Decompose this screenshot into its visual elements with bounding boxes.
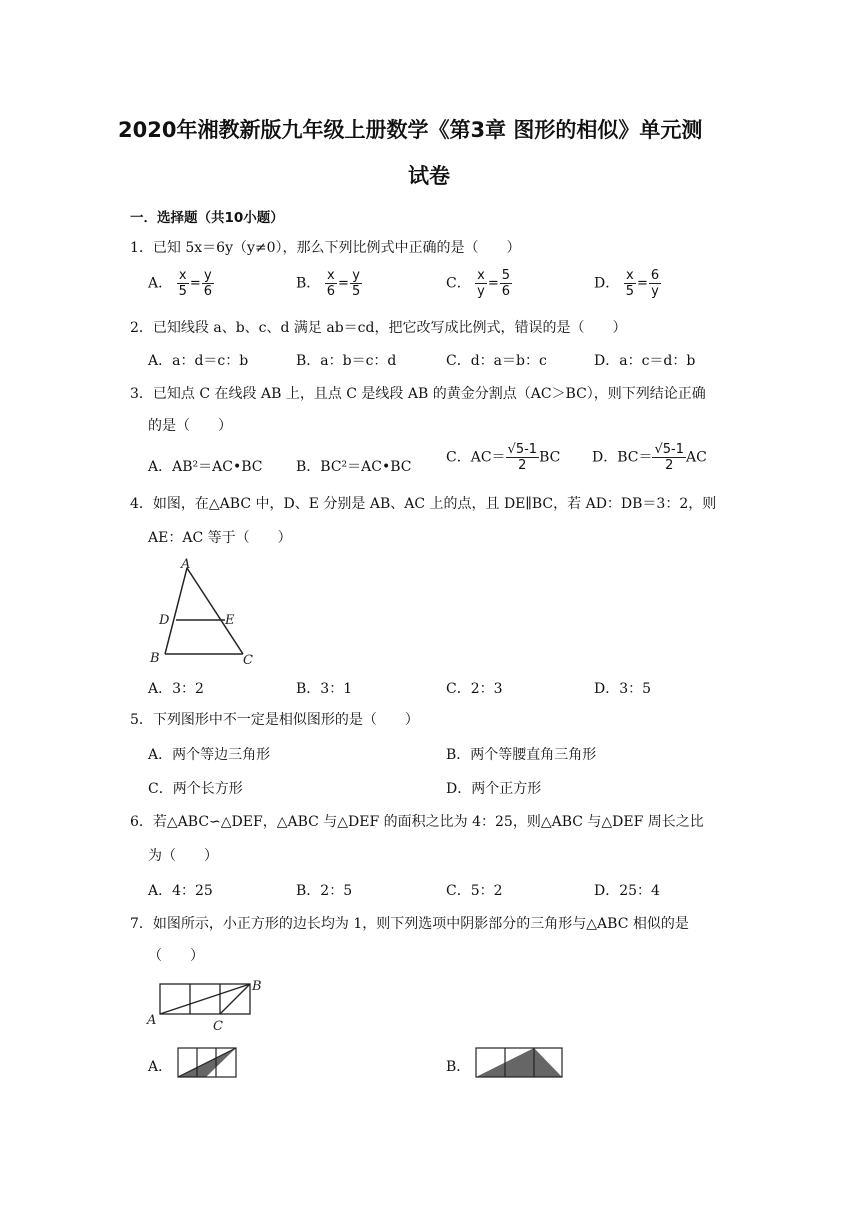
- option-label: A．: [148, 275, 173, 292]
- question-3-option-d: [592, 442, 707, 473]
- numerator: x: [477, 268, 485, 283]
- question-6-option-b: B．2：5: [296, 883, 353, 899]
- fraction: [500, 268, 512, 299]
- equals-sign: =: [636, 276, 648, 291]
- denominator: 2: [518, 458, 527, 473]
- question-1-option-d: [594, 268, 661, 299]
- option-suffix: BC: [539, 449, 561, 466]
- question-2-text: 2．已知线段 a、b、c、d 满足 ab＝cd，把它改写成比例式，错误的是（ ）: [130, 320, 627, 336]
- question-2-option-b: B．a：b＝c：d: [296, 353, 397, 369]
- question-6-text-line1: 6．若△ABC∽△DEF，△ABC 与△DEF 的面积之比为 4：25，则△ABC 与△DEF 周长之比: [130, 814, 704, 830]
- golden-ratio-fraction: [506, 442, 540, 473]
- document-title-line2: 试卷: [408, 164, 450, 188]
- question-5-option-d: D．两个正方形: [446, 781, 542, 797]
- numerator: x: [177, 268, 189, 284]
- question-7-option-a-figure: [176, 1046, 238, 1080]
- question-6-option-d: D．25：4: [594, 883, 660, 899]
- question-1-option-c: [446, 268, 512, 299]
- denominator: y: [477, 284, 485, 299]
- label-e: E: [225, 613, 235, 628]
- numerator: x: [325, 268, 337, 284]
- question-6-text-line2: 为（ ）: [148, 848, 218, 864]
- label-d: D: [159, 613, 170, 628]
- label-b: B: [252, 979, 262, 994]
- question-7-option-a-label: A．: [148, 1059, 173, 1075]
- option-label: B．: [296, 275, 321, 292]
- question-4-option-a: A．3：2: [148, 681, 204, 697]
- numerator: x: [624, 268, 636, 284]
- golden-ratio-fraction: [652, 442, 686, 473]
- side-ab: [160, 984, 250, 1014]
- numerator: √5-1: [654, 442, 685, 457]
- numerator: 6: [650, 268, 660, 283]
- grid-triangle-figure: [145, 976, 275, 1034]
- fraction: [624, 268, 636, 299]
- fraction: [325, 268, 337, 299]
- label-a: A: [181, 557, 191, 572]
- fraction: [475, 268, 487, 299]
- question-5-text: 5．下列图形中不一定是相似图形的是（ ）: [130, 712, 419, 728]
- question-3-option-b: B．BC²＝AC•BC: [296, 459, 412, 475]
- question-5-option-b: B．两个等腰直角三角形: [446, 747, 597, 763]
- equals-sign: =: [338, 276, 349, 291]
- label-c: C: [243, 653, 253, 668]
- option-prefix: C．AC＝: [446, 449, 506, 466]
- question-2-option-a: A．a：d＝c：b: [148, 353, 249, 369]
- numerator: √5-1: [507, 442, 538, 457]
- denominator: 2: [665, 458, 674, 473]
- question-6-option-c: C．5：2: [446, 883, 503, 899]
- denominator: 5: [351, 284, 361, 299]
- denominator: 5: [625, 284, 634, 299]
- denominator: 6: [326, 284, 336, 299]
- fraction: [350, 268, 362, 299]
- numerator: 5: [501, 268, 511, 283]
- numerator: y: [350, 268, 362, 284]
- question-7-option-b-label: B．: [446, 1059, 471, 1075]
- denominator: 5: [178, 284, 187, 299]
- question-3-text-line1: 3．已知点 C 在线段 AB 上，且点 C 是线段 AB 的黄金分割点（AC＞BC），则下列结论正确: [130, 386, 706, 402]
- document-title-line1: 2020年湘教新版九年级上册数学《第3章 图形的相似》单元测: [118, 118, 703, 142]
- question-5-option-c: C．两个长方形: [148, 781, 243, 797]
- equals-sign: =: [189, 276, 201, 291]
- side-ab: [165, 568, 187, 654]
- numerator: y: [202, 268, 214, 284]
- label-b: B: [150, 651, 160, 666]
- option-label: C．: [446, 275, 471, 292]
- question-1-option-b: [296, 268, 362, 299]
- question-7-text-line2: （ ）: [148, 948, 204, 964]
- fraction: [177, 268, 189, 299]
- fraction: [202, 268, 214, 299]
- option-prefix: D．BC＝: [592, 449, 653, 466]
- option-suffix: AC: [686, 449, 707, 466]
- question-4-text-line2: AE：AC 等于（ ）: [148, 530, 292, 546]
- section-header: 一．选择题（共10小题）: [130, 210, 284, 226]
- question-7-text-line1: 7．如图所示，小正方形的边长均为 1，则下列选项中阴影部分的三角形与△ABC 相似的是: [130, 916, 689, 932]
- side-ac: [187, 568, 243, 654]
- fraction: [649, 268, 661, 299]
- question-3-option-a: A．AB²＝AC•BC: [148, 459, 263, 475]
- label-c: C: [213, 1019, 223, 1034]
- denominator: 6: [501, 284, 511, 299]
- question-7-option-b-figure: [474, 1046, 566, 1080]
- question-4-option-d: D．3：5: [594, 681, 652, 697]
- question-4-option-b: B．3：1: [296, 681, 353, 697]
- equals-sign: =: [487, 276, 499, 291]
- question-3-text-line2: 的是（ ）: [148, 418, 232, 434]
- question-1-option-a: [148, 268, 214, 299]
- option-label: D．: [594, 275, 620, 292]
- question-6-option-a: A．4：25: [148, 883, 213, 899]
- question-4-text-line1: 4．如图，在△ABC 中，D、E 分别是 AB、AC 上的点，且 DE∥BC，若 AD：DB＝3：2，则: [130, 496, 717, 512]
- triangle-figure: [145, 556, 265, 668]
- question-5-option-a: A．两个等边三角形: [148, 747, 271, 763]
- denominator: y: [651, 284, 659, 299]
- question-1-text: 1．已知 5x＝6y（y≠0），那么下列比例式中正确的是（ ）: [130, 240, 521, 256]
- shaded-triangle: [476, 1048, 562, 1077]
- question-4-option-c: C．2：3: [446, 681, 503, 697]
- question-2-option-d: D．a：c＝d：b: [594, 353, 696, 369]
- label-a: A: [147, 1013, 157, 1028]
- question-2-option-c: C．d：a＝b：c: [446, 353, 547, 369]
- denominator: 6: [203, 284, 213, 299]
- question-3-option-c: [446, 442, 560, 473]
